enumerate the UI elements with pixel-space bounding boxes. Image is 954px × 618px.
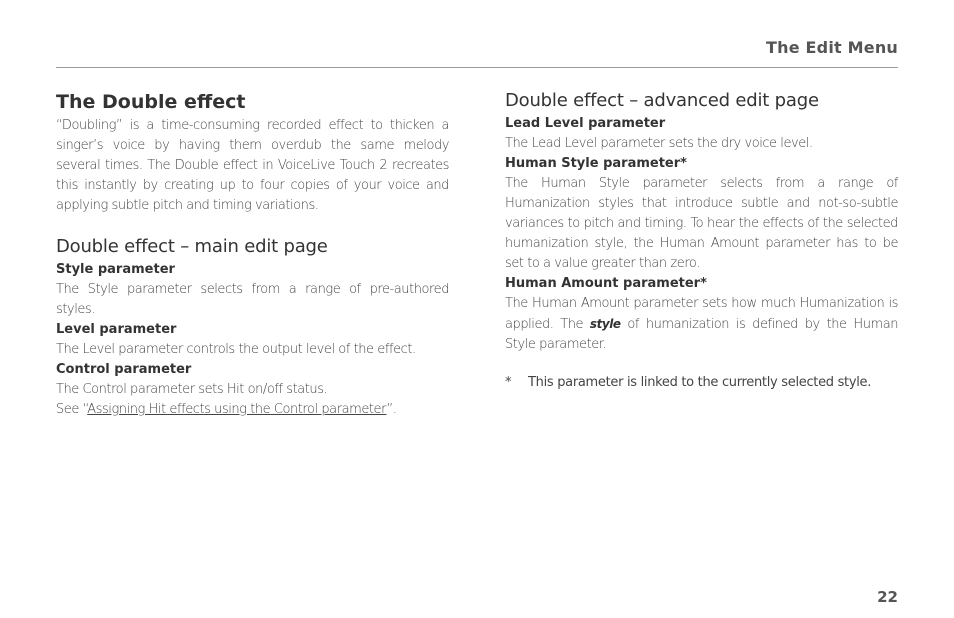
see-suffix: ”. [386, 402, 397, 417]
control-param-label: Control parameter [56, 362, 192, 377]
assigning-hit-effects-link[interactable]: Assigning Hit effects using the Control parameter [87, 402, 387, 417]
footnote [505, 373, 898, 393]
level-param-text: The Level parameter controls the output level of the effect. [56, 342, 416, 357]
human-style-param-label: Human Style parameter* [505, 156, 687, 171]
lead-level-param-text: The Lead Level parameter sets the dry voice level. [505, 136, 813, 151]
intro-paragraph: “Doubling” is a time-consuming recorded effect to thicken a singer’s voice by having them overdub the same melody several times. The Double effect in VoiceLive Touch 2 recreates this instantly by creating up to four copies of your voice and applying subtle pitch and timing variations. [56, 118, 449, 213]
human-amount-param-text [505, 294, 898, 355]
human-style-param-text: The Human Style parameter selects from a range of Humanization styles that introduce subtle and not-so-subtle variances to pitch and timing. To hear the effects of the selected humanization style, the Human Amount parameter has to be set to a value greater than zero. [505, 176, 898, 271]
level-param-label: Level parameter [56, 322, 177, 337]
running-header: The Edit Menu [766, 38, 898, 57]
style-param-label: Style parameter [56, 262, 175, 277]
style-param-text: The Style parameter selects from a range of pre-authored styles. [56, 282, 449, 317]
see-prefix: See “ [56, 402, 88, 417]
advanced-edit-heading: Double effect – advanced edit page [505, 90, 819, 111]
header-divider [56, 67, 898, 68]
human-amount-param-label: Human Amount parameter* [505, 276, 707, 291]
main-edit-heading: Double effect – main edit page [56, 236, 328, 257]
footnote-text: This parameter is linked to the currently selected style. [528, 375, 872, 390]
human-amount-text-post: of humanization is defined by the Human Style parameter. [505, 317, 898, 352]
section-title: The Double effect [56, 91, 246, 113]
lead-level-param-label: Lead Level parameter [505, 116, 666, 131]
footnote-mark: * [505, 375, 512, 390]
right-column [505, 88, 898, 393]
left-column [56, 88, 449, 420]
see-also-line [56, 400, 449, 420]
page-number: 22 [877, 588, 898, 606]
style-emphasis: style [589, 317, 621, 331]
control-param-text: The Control parameter sets Hit on/off status. [56, 382, 328, 397]
human-amount-text-pre: The Human Amount parameter sets how much Humanization is applied. The [505, 296, 898, 332]
